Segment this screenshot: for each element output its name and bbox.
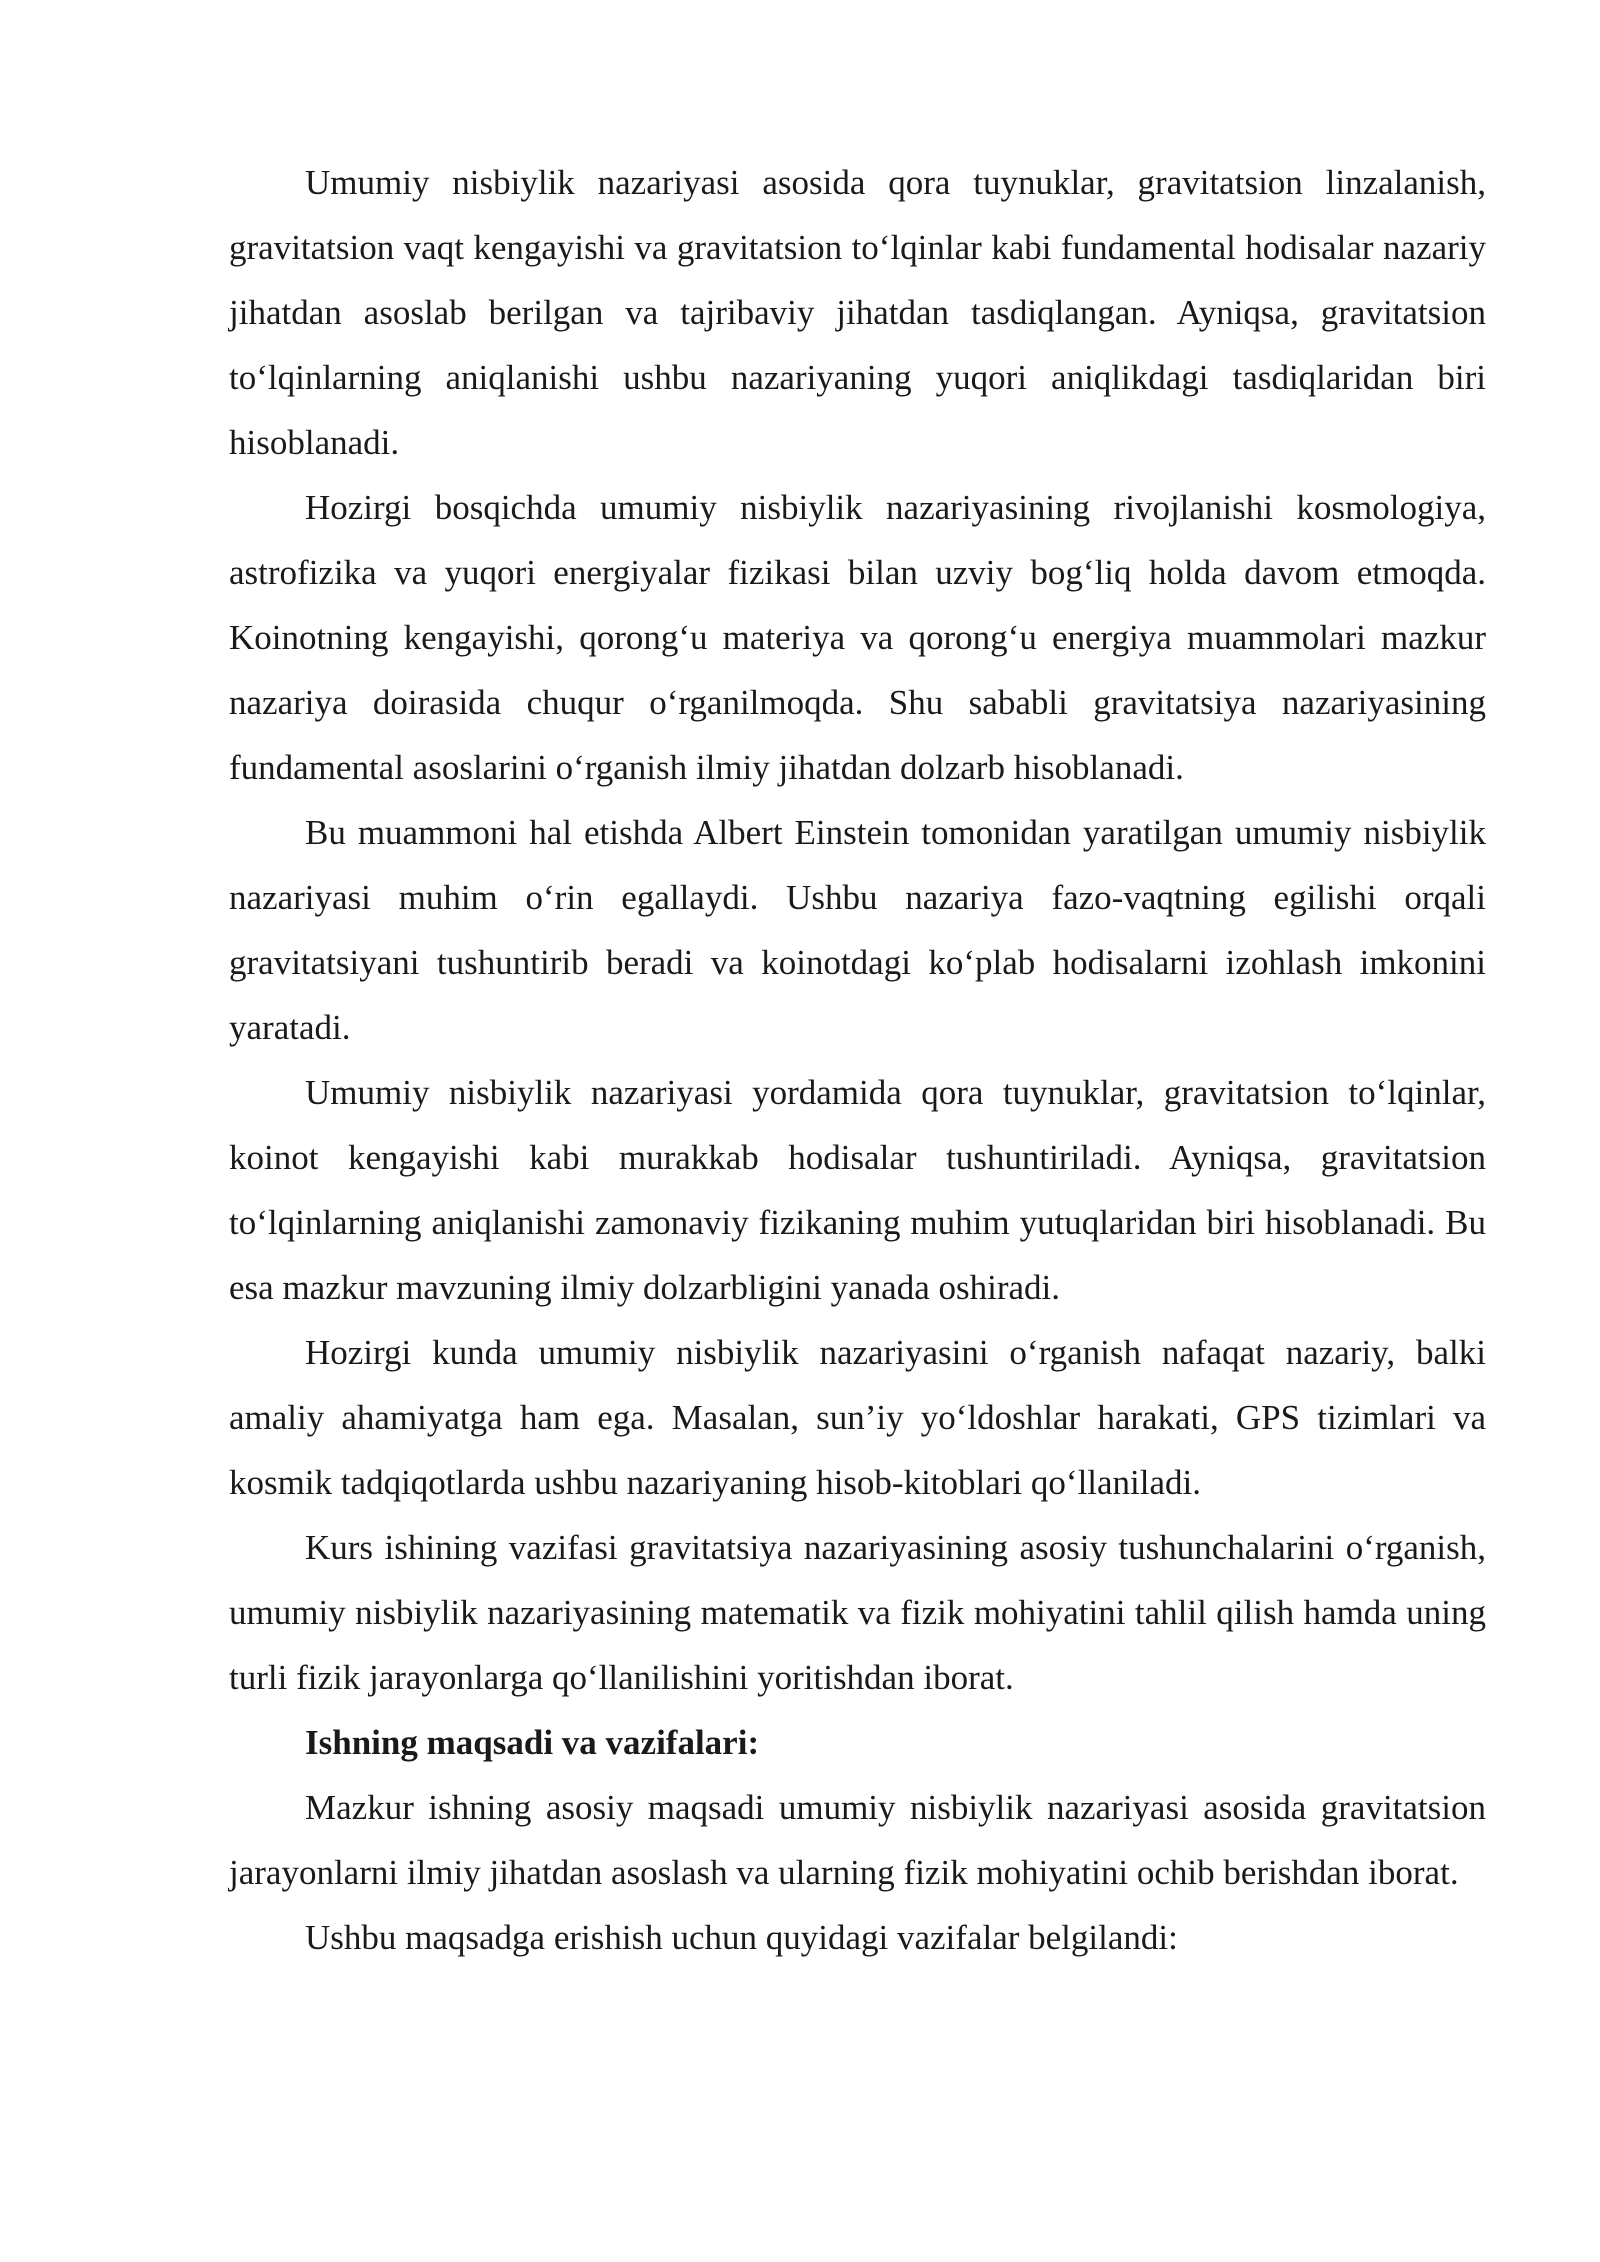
paragraph: Umumiy nisbiylik nazariyasi yordamida qora tuynuklar, gravitatsion to‘lqinlar, koinot kengayishi kabi murakkab hodisalar tushuntiriladi. Ayniqsa, gravitatsion to‘lqinlarning aniqlanishi zamonaviy fizikaning muhim yutuqlaridan biri hisoblanadi. Bu esa mazkur mavzuning ilmiy dolzarbligini yanada oshiradi.: [229, 1073, 1486, 1307]
paragraph: Ushbu maqsadga erishish uchun quyidagi vazifalar belgilandi:: [305, 1918, 1178, 1957]
paragraph: Bu muammoni hal etishda Albert Einstein tomonidan yaratilgan umumiy nisbiylik nazariyasi muhim o‘rin egallaydi. Ushbu nazariya fazo-vaqtning egilishi orqali gravitatsiyani tushuntirib beradi va koinotdagi ko‘plab hodisalarni izohlash imkonini yaratadi.: [229, 813, 1486, 1047]
paragraph: Mazkur ishning asosiy maqsadi umumiy nisbiylik nazariyasi asosida gravitatsion jarayonlarni ilmiy jihatdan asoslash va ularning fizik mohiyatini ochib berishdan iborat.: [229, 1788, 1486, 1892]
section-heading: Ishning maqsadi va vazifalari:: [305, 1723, 760, 1762]
paragraph: Umumiy nisbiylik nazariyasi asosida qora tuynuklar, gravitatsion linzalanish, gravitatsion vaqt kengayishi va gravitatsion to‘lqinlar kabi fundamental hodisalar nazariy jihatdan asoslab berilgan va tajribaviy jihatdan tasdiqlangan. Ayniqsa, gravitatsion to‘lqinlarning aniqlanishi ushbu nazariyaning yuqori aniqlikdagi tasdiqlaridan biri hisoblanadi.: [229, 163, 1486, 462]
paragraph: Hozirgi bosqichda umumiy nisbiylik nazariyasining rivojlanishi kosmologiya, astrofizika va yuqori energiyalar fizikasi bilan uzviy bog‘liq holda davom etmoqda. Koinotning kengayishi, qorong‘u materiya va qorong‘u energiya muammolari mazkur nazariya doirasida chuqur o‘rganilmoqda. Shu sababli gravitatsiya nazariyasining fundamental asoslarini o‘rganish ilmiy jihatdan dolzarb hisoblanadi.: [229, 488, 1486, 787]
paragraph: Hozirgi kunda umumiy nisbiylik nazariyasini o‘rganish nafaqat nazariy, balki amaliy ahamiyatga ham ega. Masalan, sun’iy yo‘ldoshlar harakati, GPS tizimlari va kosmik tadqiqotlarda ushbu nazariyaning hisob-kitoblari qo‘llaniladi.: [229, 1333, 1486, 1502]
document-page: [229, 150, 1486, 1970]
paragraph: Kurs ishining vazifasi gravitatsiya nazariyasining asosiy tushunchalarini o‘rganish, umumiy nisbiylik nazariyasining matematik va fizik mohiyatini tahlil qilish hamda uning turli fizik jarayonlarga qo‘llanilishini yoritishdan iborat.: [229, 1528, 1486, 1697]
